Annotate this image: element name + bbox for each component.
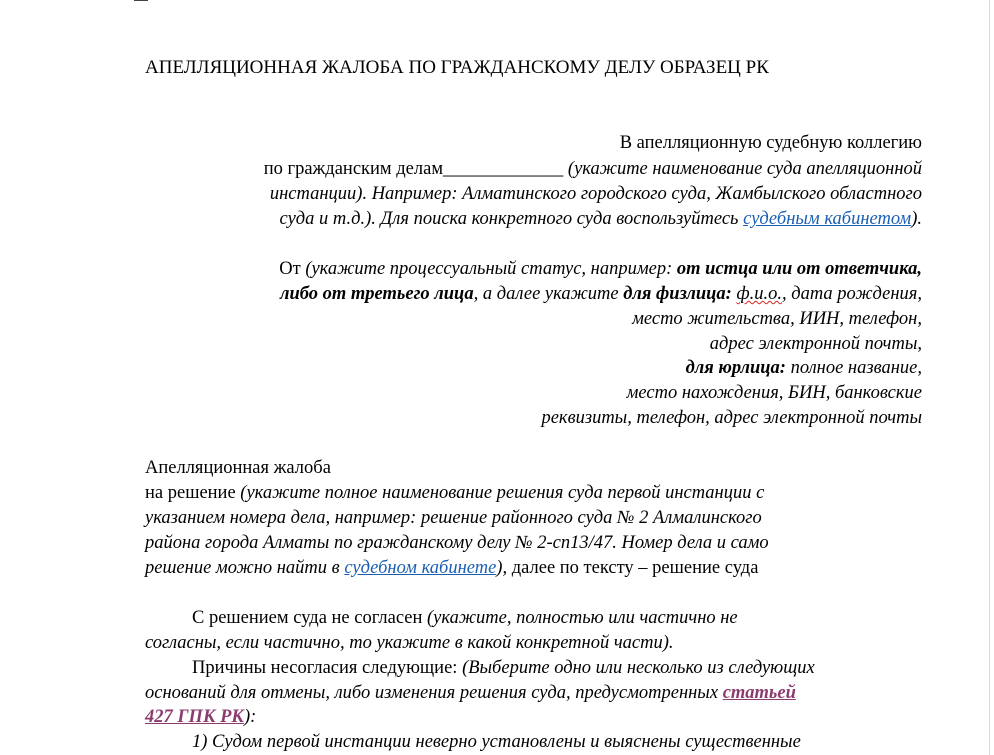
from-line-3: место жительства, ИИН, телефон, bbox=[632, 309, 922, 329]
birth-date-field: , дата рождения, bbox=[781, 284, 922, 304]
from-line-1 bbox=[279, 257, 922, 282]
from-hint: (укажите процессуальный статус, например: bbox=[305, 259, 677, 279]
body-para-2-line-2 bbox=[145, 681, 796, 706]
complaint-line-3: района города Алматы по гражданскому делу № 2-сп13/47. Номер дела и само bbox=[145, 533, 769, 553]
complaint-line-1 bbox=[145, 481, 764, 506]
complaint-line-2: указанием номера дела, например: решение районного суда № 2 Алмалинского bbox=[145, 508, 762, 528]
from-label: От bbox=[279, 259, 306, 279]
body-para-1 bbox=[192, 606, 738, 631]
from-line-5 bbox=[686, 356, 922, 381]
reasons-hint-2: оснований для отмены, либо изменения решения суда, предусмотренных bbox=[145, 683, 723, 703]
addressee-court-collegium: В апелляционную судебную коллегию bbox=[619, 133, 922, 153]
addressee-line-2 bbox=[264, 157, 922, 182]
court-cabinet-link[interactable]: судебным кабинетом bbox=[743, 209, 912, 229]
legal-entity-name: полное название, bbox=[785, 358, 922, 378]
legal-entity-label: для юрлица: bbox=[685, 358, 786, 378]
addressee-hint-search: суда и т.д.). Для поиска конкретного суда воспользуйтесь bbox=[279, 209, 744, 229]
from-status-third-party: либо от третьего лица bbox=[280, 284, 474, 304]
body-para-2 bbox=[192, 656, 815, 681]
from-line-7: реквизиты, телефон, адрес электронной почты bbox=[541, 408, 922, 428]
disagreement-statement: С решением суда не согласен bbox=[192, 608, 427, 628]
reasons-hint-end: ): bbox=[243, 707, 257, 727]
court-cabinet-link-2[interactable]: судебном кабинете bbox=[344, 558, 497, 578]
from-hint-then: , а далее укажите bbox=[473, 284, 624, 304]
full-name-field: ф.и.о. bbox=[736, 284, 782, 304]
text-cursor-marker bbox=[134, 0, 148, 1]
from-line-2 bbox=[280, 282, 922, 307]
article-link-code[interactable]: 427 ГПК РК bbox=[145, 707, 244, 727]
disagreement-hint: (укажите, полностью или частично не bbox=[427, 608, 738, 628]
complaint-hint: (укажите полное наименование решения суда первой инстанции с bbox=[240, 483, 765, 503]
addressee-line-4 bbox=[280, 207, 922, 232]
from-line-6: место нахождения, БИН, банковские bbox=[626, 383, 922, 403]
article-link[interactable]: статьей bbox=[722, 683, 796, 703]
addressee-civil-cases: по гражданским делам bbox=[263, 159, 444, 179]
document-title: АПЕЛЛЯЦИОННАЯ ЖАЛОБА ПО ГРАЖДАНСКОМУ ДЕЛУ ОБРАЗЕЦ РК bbox=[145, 57, 769, 78]
decision-reference: далее по тексту – решение суда bbox=[507, 558, 759, 578]
individual-label: для физлица: bbox=[623, 284, 732, 304]
complaint-hint-end: ), bbox=[496, 558, 508, 578]
body-para-1-line-2: согласны, если частично, то укажите в какой конкретной части). bbox=[145, 633, 674, 653]
complaint-on-decision: на решение bbox=[145, 483, 241, 503]
complaint-heading: Апелляционная жалоба bbox=[145, 458, 331, 478]
reasons-hint: (Выберите одно или несколько из следующих bbox=[462, 658, 815, 678]
reason-item-1: 1) Судом первой инстанции неверно установлены и выяснены существенные bbox=[192, 732, 801, 752]
from-status-plaintiff: от истца или от ответчика, bbox=[676, 259, 922, 279]
addressee-hint-end: ). bbox=[911, 209, 922, 229]
complaint-line-4 bbox=[145, 556, 758, 581]
reasons-statement: Причины несогласия следующие: bbox=[192, 658, 463, 678]
addressee-line-3: инстанции). Например: Алматинского городского суда, Жамбылского областного bbox=[269, 184, 922, 204]
body-para-2-line-3 bbox=[145, 705, 256, 730]
addressee-hint: (укажите наименование суда апелляционной bbox=[563, 159, 922, 179]
complaint-hint-find: решение можно найти в bbox=[145, 558, 345, 578]
from-line-4: адрес электронной почты, bbox=[709, 334, 922, 354]
addressee-line-1 bbox=[620, 131, 922, 156]
court-name-blank[interactable]: _____________ bbox=[443, 159, 564, 179]
